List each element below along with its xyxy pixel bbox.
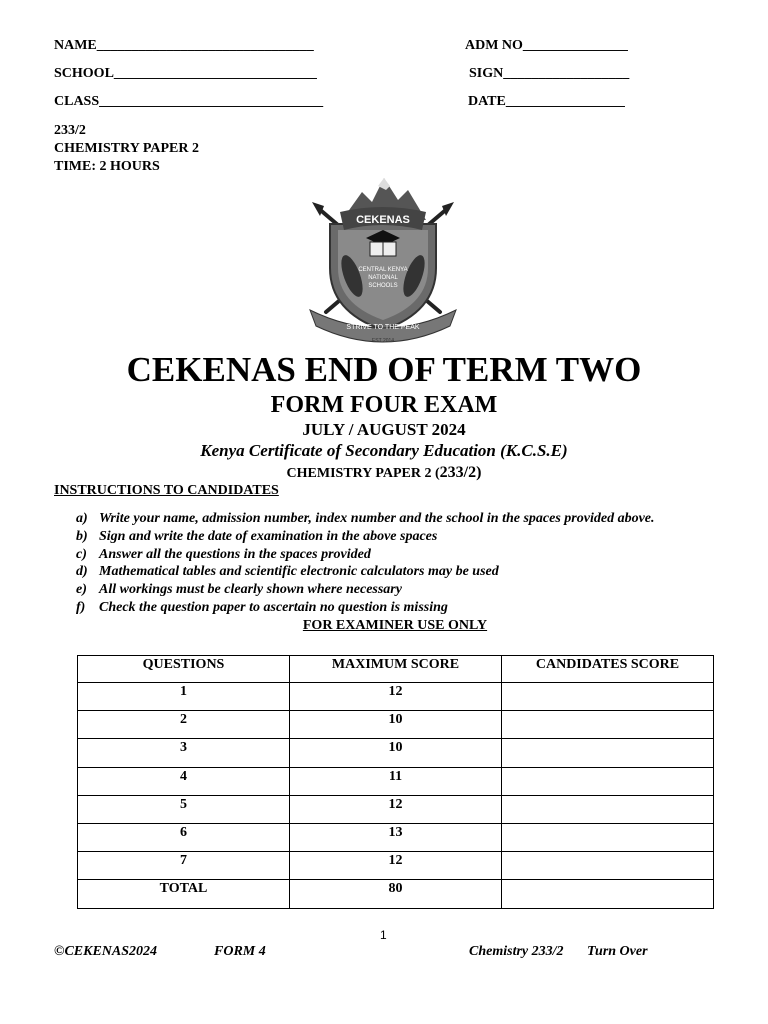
question-cell: 3 bbox=[78, 739, 290, 767]
candidate-score-cell[interactable] bbox=[502, 739, 714, 767]
exam-title: CEKENAS END OF TERM TWO bbox=[126, 350, 642, 389]
logo-shield-text-1: CENTRAL KENYA bbox=[358, 267, 408, 273]
candidate-score-cell[interactable] bbox=[502, 711, 714, 739]
exam-paper-code: 233/2) bbox=[439, 464, 482, 481]
instructions-list bbox=[76, 510, 655, 617]
candidate-score-cell[interactable] bbox=[502, 767, 714, 795]
question-cell: 6 bbox=[78, 823, 290, 851]
examiner-heading: FOR EXAMINER USE ONLY bbox=[302, 618, 488, 633]
exam-period: JULY / AUGUST 2024 bbox=[302, 420, 466, 439]
instruction-item bbox=[76, 510, 655, 528]
col-candidate-score: CANDIDATES SCORE bbox=[502, 656, 714, 683]
max-score-cell: 10 bbox=[290, 739, 502, 767]
logo-est: EST 2014 bbox=[371, 338, 395, 344]
question-cell: 4 bbox=[78, 767, 290, 795]
table-row bbox=[78, 683, 714, 711]
question-cell: 2 bbox=[78, 711, 290, 739]
instruction-item bbox=[76, 528, 655, 546]
instruction-text: Sign and write the date of examination in the above spaces bbox=[99, 528, 438, 544]
paper-info bbox=[54, 122, 199, 176]
paper-time: TIME: 2 HOURS bbox=[54, 159, 160, 174]
class-field[interactable]: CLASS________________________________ bbox=[54, 94, 324, 109]
table-row bbox=[78, 767, 714, 795]
paper-code: 233/2 bbox=[54, 123, 86, 138]
name-field[interactable]: NAME_______________________________ bbox=[54, 38, 314, 53]
sign-field[interactable]: SIGN__________________ bbox=[469, 66, 630, 81]
candidate-score-cell[interactable] bbox=[502, 852, 714, 880]
page-number: 1 bbox=[380, 928, 387, 942]
max-score-cell: 80 bbox=[290, 880, 502, 908]
instructions-heading: INSTRUCTIONS TO CANDIDATES bbox=[54, 483, 279, 498]
max-score-cell: 10 bbox=[290, 711, 502, 739]
paper-name: CHEMISTRY PAPER 2 bbox=[54, 141, 199, 156]
candidate-score-cell[interactable] bbox=[502, 683, 714, 711]
max-score-cell: 11 bbox=[290, 767, 502, 795]
col-questions: QUESTIONS bbox=[78, 656, 290, 683]
instruction-item bbox=[76, 546, 655, 564]
max-score-cell: 12 bbox=[290, 852, 502, 880]
instruction-text: Check the question paper to ascertain no question is missing bbox=[99, 599, 448, 615]
table-row bbox=[78, 880, 714, 908]
score-table bbox=[77, 655, 714, 909]
instruction-item bbox=[76, 581, 655, 599]
col-max-score: MAXIMUM SCORE bbox=[290, 656, 502, 683]
table-row bbox=[78, 852, 714, 880]
table-row bbox=[78, 739, 714, 767]
question-cell: 5 bbox=[78, 795, 290, 823]
instruction-item bbox=[76, 563, 655, 581]
instruction-text: All workings must be clearly shown where necessary bbox=[99, 582, 402, 598]
table-header-row bbox=[78, 656, 714, 683]
max-score-cell: 12 bbox=[290, 683, 502, 711]
exam-certificate: Kenya Certificate of Secondary Education (K.C.S.E) bbox=[200, 441, 568, 460]
max-score-cell: 13 bbox=[290, 823, 502, 851]
exam-paper-prefix: CHEMISTRY PAPER 2 ( bbox=[286, 466, 440, 481]
candidate-score-cell[interactable] bbox=[502, 795, 714, 823]
adm-no-field[interactable]: ADM NO_______________ bbox=[465, 38, 628, 53]
logo-banner-text: CEKENAS bbox=[356, 214, 410, 226]
instruction-marker: d) bbox=[76, 564, 88, 580]
footer-form: FORM 4 bbox=[214, 944, 266, 959]
instruction-marker: e) bbox=[76, 582, 87, 598]
table-row bbox=[78, 711, 714, 739]
table-row bbox=[78, 823, 714, 851]
footer-subject: Chemistry 233/2 bbox=[469, 944, 564, 959]
instruction-text: Write your name, admission number, index number and the school in the spaces provided above. bbox=[99, 511, 655, 526]
instruction-text: Answer all the questions in the spaces provided bbox=[99, 546, 371, 562]
footer-turn-over: Turn Over bbox=[587, 944, 648, 959]
instruction-text: Mathematical tables and scientific electronic calculators may be used bbox=[99, 564, 499, 580]
question-cell: 1 bbox=[78, 683, 290, 711]
logo-motto: STRIVE TO THE PEAK bbox=[346, 324, 420, 331]
instruction-item bbox=[76, 599, 655, 617]
date-field[interactable]: DATE_________________ bbox=[468, 94, 625, 109]
logo-shield-text-3: SCHOOLS bbox=[368, 283, 398, 289]
max-score-cell: 12 bbox=[290, 795, 502, 823]
instruction-marker: f) bbox=[76, 599, 86, 615]
exam-subtitle: FORM FOUR EXAM bbox=[270, 392, 498, 418]
instruction-marker: c) bbox=[76, 546, 87, 562]
instruction-marker: a) bbox=[76, 511, 88, 526]
logo-shield-text-2: NATIONAL bbox=[368, 275, 398, 281]
question-cell: TOTAL bbox=[78, 880, 290, 908]
candidate-score-cell[interactable] bbox=[502, 880, 714, 908]
exam-paper bbox=[0, 464, 768, 482]
instruction-marker: b) bbox=[76, 528, 88, 544]
footer-copyright: ©CEKENAS2024 bbox=[54, 944, 158, 959]
table-row bbox=[78, 795, 714, 823]
candidate-score-cell[interactable] bbox=[502, 823, 714, 851]
school-field[interactable]: SCHOOL_____________________________ bbox=[54, 66, 317, 81]
question-cell: 7 bbox=[78, 852, 290, 880]
cekenas-logo bbox=[300, 172, 466, 346]
